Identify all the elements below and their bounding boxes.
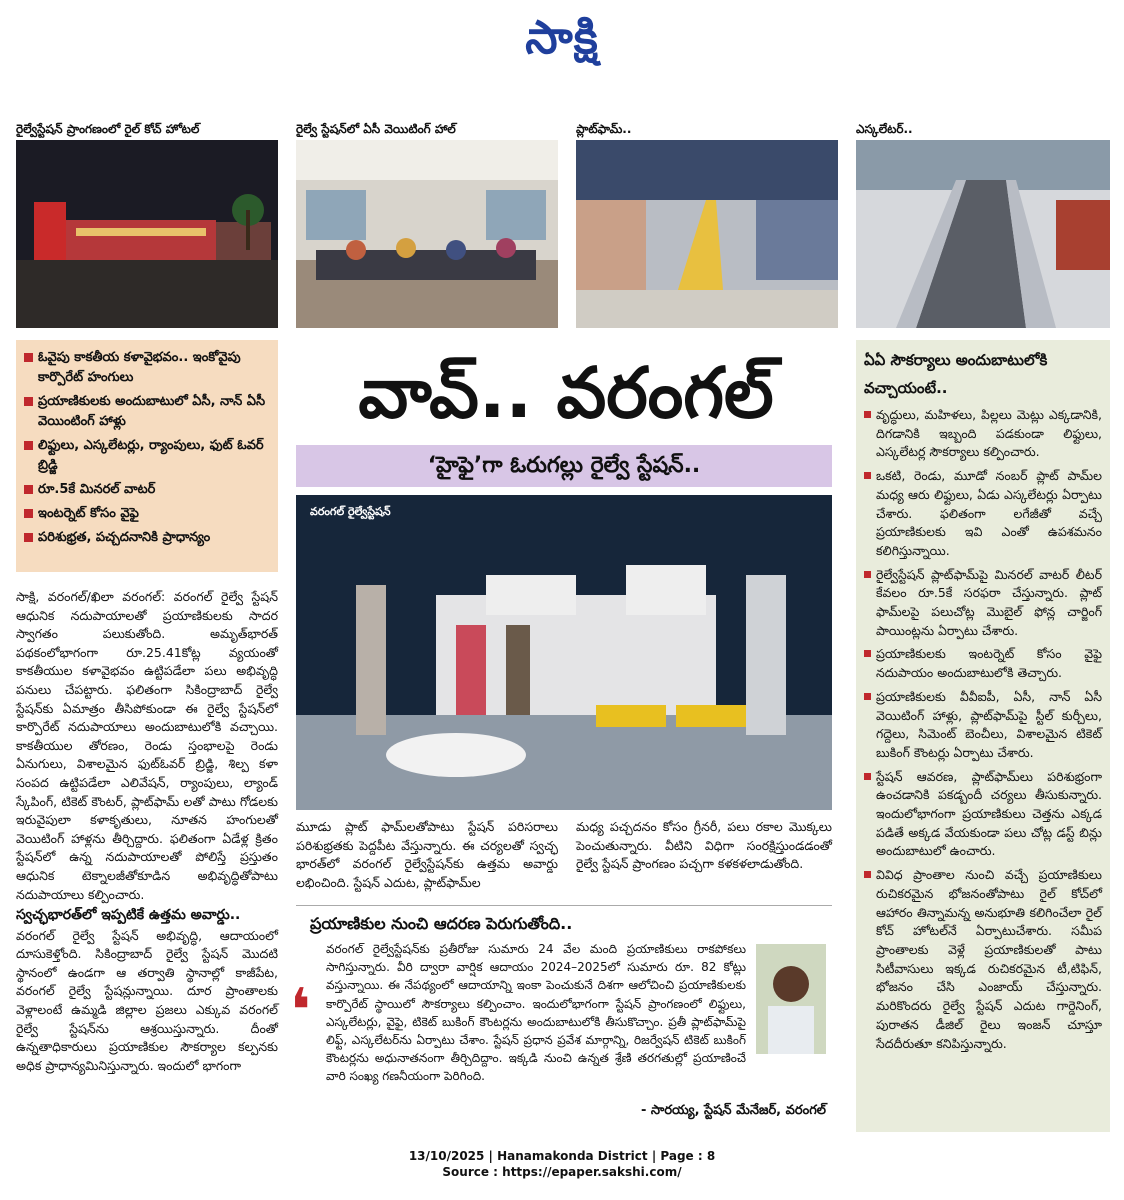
highlights-box xyxy=(16,340,278,572)
headline: వావ్.. వరంగల్ xyxy=(358,352,774,434)
main-photo-caption: వరంగల్ రైల్వేస్టేషన్ xyxy=(310,505,391,518)
sidebar-item: వృద్ధులు, మహిళలు, పిల్లలు మెట్లు ఎక్కడానికి, దిగడానికి ఇబ్బంది పడకుండా లిఫ్టులు, ఎస్కలేటర్ల సౌకర్యాలు కల్పించారు. xyxy=(864,406,1102,462)
photo-caption-coach-hotel: రైల్వేస్టేషన్ ప్రాంగణంలో రైల్ కోచ్ హోటల్ xyxy=(16,122,200,136)
article-paragraph: మధ్య పచ్చదనం కోసం గ్రీనరీ, పలు రకాల మొక్కలు పెంచుతున్నారు. వీటిని విధిగా సంరక్షిస్తుండడంతో రైల్వే స్టేషన్ ప్రాంగణం పచ్చగా కళకళలాడుతోంది. xyxy=(576,819,832,872)
footer-date-line: 13/10/2025 | Hanamakonda District | Page : 8 xyxy=(408,1149,716,1163)
highlight-item: ఇంటర్నెట్ కోసం వైఫై xyxy=(24,504,270,524)
facilities-sidebar xyxy=(856,340,1110,1132)
article-subtitle: స్వచ్ఛభారత్‌లో ఇప్పటికే ఉత్తమ అవార్డు.. xyxy=(16,907,241,924)
station-manager-portrait xyxy=(756,944,826,1054)
highlight-item: లిఫ్టులు, ఎస్కలేటర్లు, ర్యాంపులు, ఫుట్ ఓవర్ బ్రిడ్జి xyxy=(24,436,270,476)
highlight-item: పరిశుభ్రత, పచ్చదనానికి ప్రాధాన్యం xyxy=(24,528,270,548)
escalator-photo xyxy=(856,140,1110,328)
sidebar-item: రైల్వేస్టేషన్ ప్లాట్‌ఫామ్‌పై మినరల్ వాటర్ లీటర్ కేవలం రూ.5కే సరఫరా చేస్తున్నారు. ప్లాట్ ఫామ్‌లపై పలుచోట్ల మొబైల్ ఫోన్ల చార్జింగ్ పాయింట్లను ఏర్పాటు చేశారు. xyxy=(864,566,1102,641)
article-paragraph: సాక్షి, వరంగల్/ఖిలా వరంగల్: వరంగల్ రైల్వే స్టేషన్ ఆధునిక నదుపాయాలతో ప్రయాణికులకు సాదర స్వాగతం పలుకుతోంది. అమృత్‌భారత్ పథకంలోభాగంగా రూ.25.41కోట్ల వ్యయంతో కాకతీయుల కళావైభవం ఉట్టిపడేలా పలు అభివృద్ధి పనులు చేపట్టారు. ఫలితంగా సికింద్రాబాద్ రైల్వే స్టేషన్‌కు ఏమాత్రం తీసిపోకుండా ఈ రైల్వే స్టేషన్‌లో కార్పొరేట్ నదుపాయాలు అందుబాటులోకి వచ్చాయి. కాకతీయుల తోరణం, రెండు స్తంభాలపై రెండు ఏనుగులు, విశాలమైన ఫుట్‌ఓవర్ బ్రిడ్జి, శిల్ప కళా సంపద ఉట్టిపడేలా ఎలివేషన్, ర్యాంపులు, ల్యాండ్ స్కేపింగ్, టికెట్ కౌంటర్, ప్లాట్‌ఫామ్ లతో పాటు గోడలకు ఇరువైపులా కళాకృతులు, నూతన హంగులతో వెయిటింగ్ హాళ్లను తీర్చిద్దారు. ఫలితంగా ఏడేళ్ల క్రితం స్టేషన్‌లో ఉన్న నదుపాయాలతో పోలిస్తే ప్రస్తుతం ఆధునిక టెక్నాలజీతోకూడిన అభివృద్ధితోపాటు నదుపాయాలు కల్పించారు. xyxy=(16,589,278,902)
platform-photo xyxy=(576,140,838,328)
article-paragraph: వరంగల్ రైల్వే స్టేషన్ అభివృద్ధి, ఆదాయంలో దూసుకెళ్తోంది. సికింద్రాబాద్ రైల్వే స్టేషన్ మొదటి స్థానంలో ఉండగా ఆ తర్వాతి స్థానాల్లో కాజీపేట, వరంగల్ రైల్వే స్టేషన్లున్నాయి. దూర ప్రాంతాలకు వెళ్లాలంటే ఉమ్మడి జిల్లాల ప్రజలు ఎక్కువ వరంగల్ రైల్వే స్టేషన్‌ను ఆశ్రయిస్తున్నారు. దీంతో ఉన్నతాధికారులు ప్రయాణికుల సౌకర్యాల కల్పనకు అధిక ప్రాధాన్యమినిస్తున్నారు. ఇందులో భాగంగా xyxy=(16,927,278,1073)
article-column-2 xyxy=(296,818,558,892)
sakshi-logo: సాక్షి xyxy=(525,10,599,64)
highlight-item: ప్రయాణికులకు అందుబాటులో ఏసీ, నాన్ ఏసీ వెయింటింగ్ హాళ్లు xyxy=(24,392,270,432)
photo-caption-waiting-hall: రైల్వే స్టేషన్‌లో ఏసీ వెయిటింగ్ హాల్ xyxy=(296,122,456,136)
quote-box xyxy=(290,905,832,1131)
article-column-3 xyxy=(576,818,832,874)
highlight-item: ఓవైపు కాకతీయ కళావైభవం.. ఇంకోవైపు కార్పొరేట్ హంగులు xyxy=(24,348,270,388)
coach-hotel-photo xyxy=(16,140,278,328)
quote-text: వరంగల్ రైల్వేస్టేషన్‌కు ప్రతీరోజు సుమారు 24 వేల మంది ప్రయాణికులు రాకపోకలు సాగిస్తున్నారు. వీరి ద్వారా వార్షిక ఆదాయం 2024–2025లో సుమారు రూ. 82 కోట్లు వస్తున్నాయి. ఈ నేపథ్యంలో ఆదాయాన్ని ఇంకా పెంచుకునే దిశగా ఆలోచించి ప్రయాణికులకు కార్పొరేట్ స్థాయిలో సౌకర్యాలు కల్పించాం. ఇందులోభాగంగా స్టేషన్ ప్రాంగణంలో లిఫ్టులు, ఎస్కలేటర్లు, వైఫై, టికెట్ బుకింగ్ కౌంటర్లను అందుబాటులోకి తీసుకొచ్చాం. ప్రతీ ప్లాట్‌ఫామ్‌పై లిఫ్ట్, ఎస్కలేటర్‌ను ఏర్పాటు చేశాం. స్టేషన్ ప్రధాన ప్రవేశ మార్గాన్ని, రిజర్వేషన్ టికెట్ బుకింగ్ కౌంటర్లను అధునాతనంగా తీర్చిదిద్దాం. ఇక్కడి నుంచి ఉన్నత శ్రేణి తరగతుల్లో ప్రయాణించే వారి సంఖ్య గణనీయంగా పెరిగింది. xyxy=(326,942,746,1084)
photo-caption-escalator: ఎస్కలేటర్.. xyxy=(856,122,913,136)
article-paragraph: మూడు ప్లాట్ ఫామ్‌లతోపాటు స్టేషన్ పరిసరాలు పరిశుభ్రతకు పెద్దపీట వేస్తున్నారు. ఈ చర్యలతో స్వచ్ఛ భారత్‌లో వరంగల్ రైల్వేస్టేషన్‌కు ఉత్తమ అవార్డు లభించింది. స్టేషన్ ఎదుట, ప్లాట్‌ఫామ్‌ల xyxy=(296,819,558,890)
sidebar-item: ప్రయాణికులకు వీవీఐపీ, ఏసీ, నాన్ ఏసీ వెయిటింగ్ హాళ్లు, ప్లాట్‌ఫామ్‌పై స్టీల్ కుర్చీలు, గద్దెలు, సిమెంట్ బెంచీలు, విశాలమైన టికెట్ బుకింగ్ కౌంటర్లు ఏర్పాటు చేశారు. xyxy=(864,688,1102,763)
sidebar-item: వివిధ ప్రాంతాల నుంచి వచ్చే ప్రయాణికులు రుచికరమైన భోజనంతోపాటు రైల్ కోచ్‌లో ఆహారం తిన్నామన్న అనుభూతి కలిగించేలా రైల్ కోచ్ హోటల్‌నే ఏర్పాటుచేశారు. సమీప ప్రాంతాలకు వెళ్లే ప్రయాణికులతో పాటు సిటీవాసులు ఇక్కడ రుచికరమైన టీ,టిఫిన్, భోజనం చేసి ఎంజాయ్ చేస్తున్నారు. మరికొందరు రైల్వే స్టేషన్ ఎదుట గార్డెనింగ్, పురాతన డీజిల్ రైలు ఇంజన్ చూస్తూ సేదదీరుతూ కనిపిస్తున్నారు. xyxy=(864,866,1102,1053)
sidebar-item: స్టేషన్ ఆవరణ, ప్లాట్‌ఫామ్‌లు పరిశుభ్రంగా ఉంచడానికి పకడ్బందీ చర్యలు తీసుకున్నారు. ఇందులోభాగంగా ప్రయాణికులు చెత్తను ఎక్కడ పడితే అక్కడ వేయకుండా పలు చోట్ల డస్ట్ బిన్లు అందుబాటులో ఉంచారు. xyxy=(864,768,1102,862)
sidebar-item: ప్రయాణికులకు ఇంటర్నెట్ కోసం వైఫై నదుపాయం అందుబాటులోకి తెచ్చారు. xyxy=(864,645,1102,682)
quote-author: - సారయ్య, స్టేషన్ మేనేజర్, వరంగల్ xyxy=(641,1103,826,1118)
quote-mark-icon: ❛ xyxy=(290,976,311,1046)
photo-caption-platform: ప్లాట్‌ఫామ్.. xyxy=(576,122,632,136)
highlight-item: రూ.5కే మినరల్ వాటర్ xyxy=(24,480,270,500)
article-column-1 xyxy=(16,588,278,1075)
sidebar-title: ఏఏ సౌకర్యాలు అందుబాటులోకి వచ్చాయంటే.. xyxy=(864,351,1048,397)
subheadline: ‘హైఫై’గా ఓరుగల్లు రైల్వే స్టేషన్.. xyxy=(296,445,832,487)
footer-source-line: Source : https://epaper.sakshi.com/ xyxy=(442,1165,682,1179)
footer xyxy=(0,1148,1124,1180)
waiting-hall-photo xyxy=(296,140,558,328)
masthead xyxy=(0,10,1124,76)
station-main-photo xyxy=(296,495,832,810)
sidebar-item: ఒకటి, రెండు, మూడో నంబర్ ప్లాట్ పామ్‌ల మధ్య ఆరు లిఫ్టులు, ఏడు ఎస్కలేటర్లు ఏర్పాటు చేశారు. ఫలితంగా లగేజీతో వచ్చే ప్రయాణికులకు ఇవి ఎంతో ఉపశమనం కలిగిస్తున్నాయి. xyxy=(864,467,1102,561)
quote-title: ప్రయాణికుల నుంచి ఆదరణ పెరుగుతోంది.. xyxy=(310,914,573,933)
